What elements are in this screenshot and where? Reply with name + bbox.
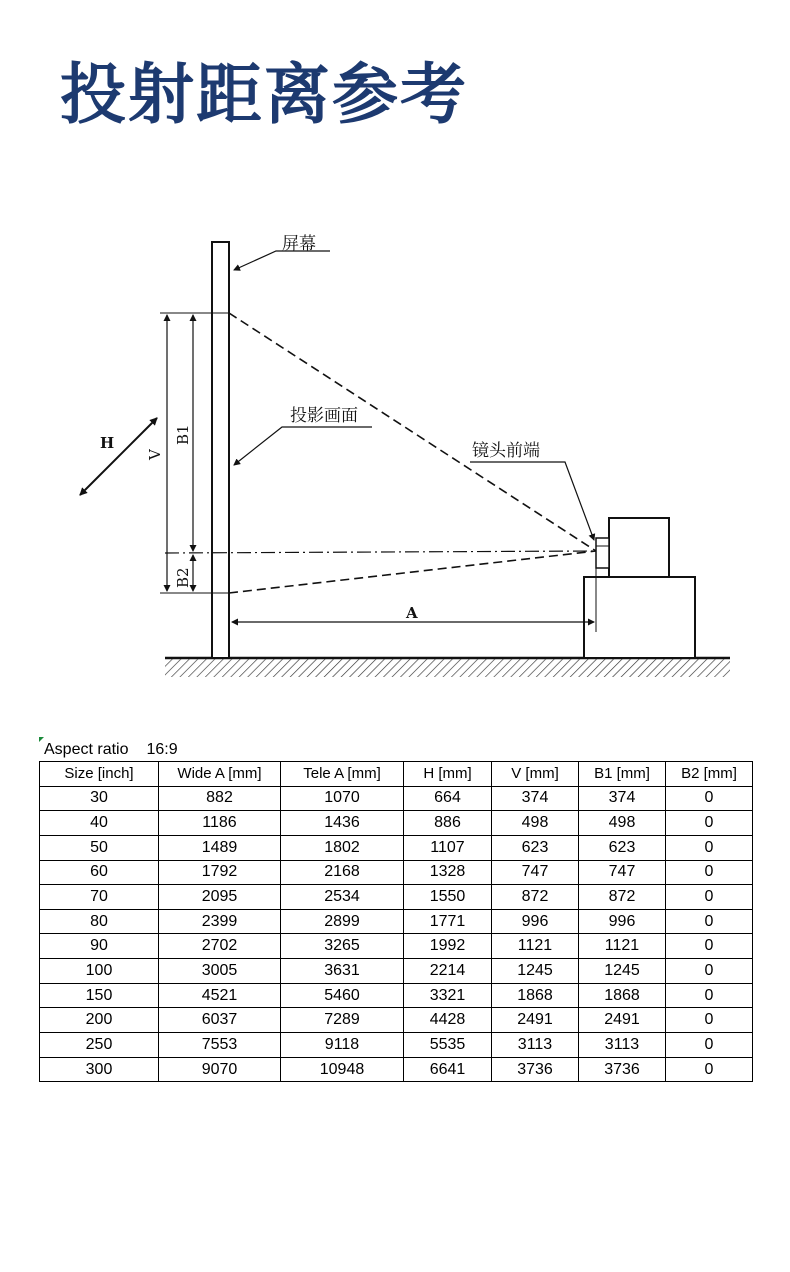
table-cell: 150 xyxy=(40,983,159,1008)
table-row xyxy=(40,835,753,860)
table-cell: 3113 xyxy=(492,1033,579,1058)
table-cell: 996 xyxy=(492,909,579,934)
table-cell: 2399 xyxy=(159,909,281,934)
table-header-row xyxy=(40,762,753,787)
column-header: B1 [mm] xyxy=(579,762,666,787)
table-cell: 3005 xyxy=(159,959,281,984)
aspect-ratio-value: 16:9 xyxy=(146,741,178,758)
table-cell: 872 xyxy=(579,885,666,910)
table-cell: 1245 xyxy=(579,959,666,984)
table-cell: 3113 xyxy=(579,1033,666,1058)
column-header: Wide A [mm] xyxy=(159,762,281,787)
table-cell: 0 xyxy=(666,835,753,860)
screen xyxy=(212,242,229,658)
table-cell: 747 xyxy=(579,860,666,885)
table-row xyxy=(40,909,753,934)
table-cell: 1328 xyxy=(404,860,492,885)
label-b2: B2 xyxy=(174,567,192,588)
table-cell: 4428 xyxy=(404,1008,492,1033)
table-cell: 0 xyxy=(666,1057,753,1082)
table-cell: 0 xyxy=(666,786,753,811)
table-cell: 70 xyxy=(40,885,159,910)
table-cell: 90 xyxy=(40,934,159,959)
table-row xyxy=(40,1057,753,1082)
table-cell: 2534 xyxy=(281,885,404,910)
table-cell: 0 xyxy=(666,860,753,885)
table-row xyxy=(40,1008,753,1033)
label-projection-image: 投影画面 xyxy=(290,406,358,426)
table-cell: 3321 xyxy=(404,983,492,1008)
table-cell: 2168 xyxy=(281,860,404,885)
table-cell: 1792 xyxy=(159,860,281,885)
column-header: Tele A [mm] xyxy=(281,762,404,787)
table-cell: 50 xyxy=(40,835,159,860)
table-cell: 1550 xyxy=(404,885,492,910)
table-cell: 2702 xyxy=(159,934,281,959)
table-cell: 0 xyxy=(666,811,753,836)
table-cell: 747 xyxy=(492,860,579,885)
projector xyxy=(596,518,669,577)
table-row xyxy=(40,860,753,885)
table-cell: 6037 xyxy=(159,1008,281,1033)
table-cell: 664 xyxy=(404,786,492,811)
table-cell: 7289 xyxy=(281,1008,404,1033)
aspect-ratio xyxy=(44,741,178,759)
table-cell: 1107 xyxy=(404,835,492,860)
table-cell: 623 xyxy=(579,835,666,860)
table-cell: 498 xyxy=(579,811,666,836)
label-v: V xyxy=(146,449,164,460)
table-cell: 2491 xyxy=(492,1008,579,1033)
table-cell: 1436 xyxy=(281,811,404,836)
table-cell: 1802 xyxy=(281,835,404,860)
table-cell: 0 xyxy=(666,1033,753,1058)
table-cell: 882 xyxy=(159,786,281,811)
leader-lens-front xyxy=(470,462,594,540)
column-header: V [mm] xyxy=(492,762,579,787)
table-cell: 40 xyxy=(40,811,159,836)
table-cell: 2899 xyxy=(281,909,404,934)
table-cell: 9070 xyxy=(159,1057,281,1082)
table-row xyxy=(40,934,753,959)
table-cell: 250 xyxy=(40,1033,159,1058)
table-cell: 80 xyxy=(40,909,159,934)
table-cell: 1771 xyxy=(404,909,492,934)
table-cell: 60 xyxy=(40,860,159,885)
table-cell: 872 xyxy=(492,885,579,910)
projection-diagram xyxy=(0,220,790,690)
aspect-ratio-label: Aspect ratio xyxy=(44,741,129,758)
table-row xyxy=(40,786,753,811)
table-cell: 498 xyxy=(492,811,579,836)
table-cell: 6641 xyxy=(404,1057,492,1082)
table-cell: 4521 xyxy=(159,983,281,1008)
table-cell: 1121 xyxy=(579,934,666,959)
table-cell: 3631 xyxy=(281,959,404,984)
table-cell: 2214 xyxy=(404,959,492,984)
table-cell: 0 xyxy=(666,934,753,959)
table-cell: 2491 xyxy=(579,1008,666,1033)
table-cell: 1868 xyxy=(492,983,579,1008)
table-row xyxy=(40,811,753,836)
table-cell: 2095 xyxy=(159,885,281,910)
table-cell: 1070 xyxy=(281,786,404,811)
table-cell: 9118 xyxy=(281,1033,404,1058)
table-cell: 0 xyxy=(666,983,753,1008)
table-cell: 1121 xyxy=(492,934,579,959)
projector-stand xyxy=(584,577,695,658)
column-header: B2 [mm] xyxy=(666,762,753,787)
page-title: 投射距离参考 xyxy=(60,56,468,133)
table-cell: 1868 xyxy=(579,983,666,1008)
table-cell: 996 xyxy=(579,909,666,934)
table-cell: 0 xyxy=(666,1008,753,1033)
table-cell: 200 xyxy=(40,1008,159,1033)
column-header: H [mm] xyxy=(404,762,492,787)
label-h: H xyxy=(100,434,115,452)
table-cell: 5535 xyxy=(404,1033,492,1058)
table-cell: 100 xyxy=(40,959,159,984)
table-cell: 1992 xyxy=(404,934,492,959)
label-a: A xyxy=(406,604,418,622)
table-cell: 3736 xyxy=(492,1057,579,1082)
table-cell: 0 xyxy=(666,909,753,934)
table-cell: 374 xyxy=(492,786,579,811)
label-lens-front: 镜头前端 xyxy=(472,441,540,461)
table-cell: 10948 xyxy=(281,1057,404,1082)
table-row xyxy=(40,1033,753,1058)
label-screen: 屏幕 xyxy=(282,234,316,254)
table-cell: 1186 xyxy=(159,811,281,836)
table-row xyxy=(40,885,753,910)
table-cell: 886 xyxy=(404,811,492,836)
table-cell: 623 xyxy=(492,835,579,860)
column-header: Size [inch] xyxy=(40,762,159,787)
table-cell: 3265 xyxy=(281,934,404,959)
ground xyxy=(165,658,730,677)
table-row xyxy=(40,959,753,984)
table-cell: 374 xyxy=(579,786,666,811)
leader-projection-image xyxy=(234,427,372,465)
table-row xyxy=(40,983,753,1008)
table-cell: 7553 xyxy=(159,1033,281,1058)
throw-distance-table xyxy=(39,761,753,1082)
table-cell: 30 xyxy=(40,786,159,811)
table-body xyxy=(40,786,753,1082)
table-cell: 0 xyxy=(666,959,753,984)
label-b1: B1 xyxy=(174,424,192,445)
table-cell: 3736 xyxy=(579,1057,666,1082)
table-cell: 300 xyxy=(40,1057,159,1082)
table-cell: 1245 xyxy=(492,959,579,984)
table-cell: 0 xyxy=(666,885,753,910)
table-cell: 5460 xyxy=(281,983,404,1008)
table-cell: 1489 xyxy=(159,835,281,860)
